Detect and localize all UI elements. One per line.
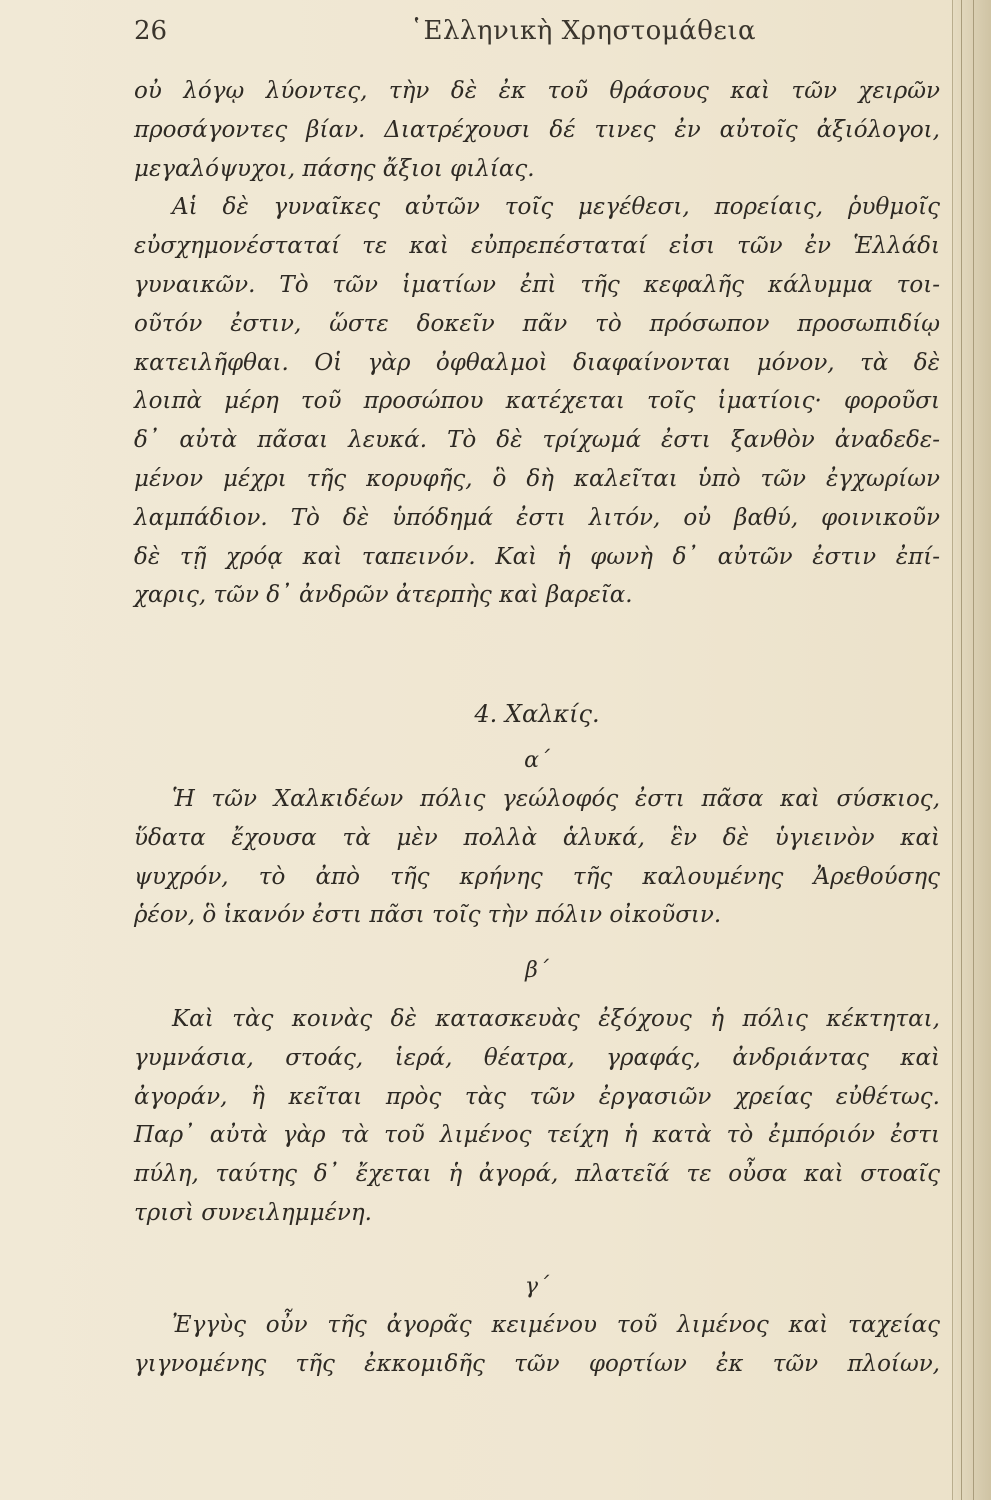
text-line: Καὶ τὰς κοινὰς δὲ κατασκευὰς ἐξόχους ἡ πόλις κέκτηται, bbox=[172, 1006, 940, 1032]
book-binding-edge bbox=[952, 0, 991, 1500]
text-line: Παρ᾽ αὐτὰ γὰρ τὰ τοῦ λιμένος τείχη ἡ κατὰ τὸ ἐμπόριόν ἐστι bbox=[134, 1122, 940, 1149]
part-gamma-text bbox=[134, 1306, 940, 1384]
part-beta-text bbox=[134, 1000, 940, 1233]
text-line: εὐσχημονέσταταί τε καὶ εὐπρεπέσταταί εἰσι τῶν ἐν Ἑλλάδι bbox=[134, 233, 940, 260]
text-line: ψυχρόν, τὸ ἀπὸ τῆς κρήνης τῆς καλουμένης Ἀρεθούσης bbox=[134, 863, 940, 890]
part-label-gamma: γ´ bbox=[524, 1274, 550, 1299]
text-line: κατειλῆφθαι. Οἱ γὰρ ὀφθαλμοὶ διαφαίνονται μόνον, τὰ δὲ bbox=[134, 349, 940, 376]
text-line: λαμπάδιον. Τὸ δὲ ὑπόδημά ἐστι λιτόν, οὐ βαθύ, φοινικοῦν bbox=[134, 504, 940, 531]
text-line: δ᾽ αὐτὰ πᾶσαι λευκά. Τὸ δὲ τρίχωμά ἐστι ξανθὸν ἀναδεδε- bbox=[134, 427, 940, 454]
text-line: ὕδατα ἔχουσα τὰ μὲν πολλὰ ἁλυκά, ἓν δὲ ὑγιεινὸν καὶ bbox=[134, 824, 940, 851]
section-title: 4. Χαλκίς. bbox=[474, 700, 600, 728]
text-line: οῦτόν ἐστιν, ὥστε δοκεῖν πᾶν τὸ πρόσωπον προσωπιδίῳ bbox=[134, 310, 940, 337]
part-label-beta: β´ bbox=[525, 958, 549, 983]
text-line: λοιπὰ μέρη τοῦ προσώπου κατέχεται τοῖς ἱματίοις· φοροῦσι bbox=[134, 388, 940, 415]
page-header bbox=[0, 16, 930, 56]
text-line: Αἱ δὲ γυναῖκες αὐτῶν τοῖς μεγέθεσι, πορείαις, ῥυθμοῖς bbox=[172, 194, 940, 221]
part-label-alpha: α´ bbox=[524, 748, 550, 773]
running-title: ῾Ελληνικὴ Χρηστομάθεια bbox=[410, 16, 757, 46]
text-line: μεγαλόψυχοι, πάσης ἄξιοι φιλίας. bbox=[134, 155, 535, 182]
part-alpha-text bbox=[134, 780, 940, 935]
text-line: Ἐγγὺς οὖν τῆς ἀγορᾶς κειμένου τοῦ λιμένος καὶ ταχείας bbox=[172, 1312, 940, 1338]
text-line: πύλη, ταύτης δ᾽ ἔχεται ἡ ἀγορά, πλατεῖά τε οὖσα καὶ στοαῖς bbox=[134, 1161, 940, 1188]
text-line: μένον μέχρι τῆς κορυφῆς, ὃ δὴ καλεῖται ὑπὸ τῶν ἐγχωρίων bbox=[134, 465, 940, 492]
text-line: γυναικῶν. Τὸ τῶν ἱματίων ἐπὶ τῆς κεφαλῆς κάλυμμα τοι- bbox=[134, 271, 940, 298]
text-line: γυμνάσια, στοάς, ἱερά, θέατρα, γραφάς, ἀνδριάντας καὶ bbox=[134, 1044, 940, 1071]
intro-paragraphs bbox=[134, 72, 940, 615]
page-number: 26 bbox=[134, 16, 168, 46]
text-line: χαρις, τῶν δ᾽ ἀνδρῶν ἀτερπὴς καὶ βαρεῖα. bbox=[134, 582, 633, 609]
text-line: οὐ λόγῳ λύοντες, τὴν δὲ ἐκ τοῦ θράσους καὶ τῶν χειρῶν bbox=[134, 78, 940, 104]
text-line: Ἡ τῶν Χαλκιδέων πόλις γεώλοφός ἐστι πᾶσα καὶ σύσκιος, bbox=[172, 786, 940, 812]
text-line: τρισὶ συνειλημμένη. bbox=[134, 1199, 372, 1226]
text-line: γιγνομένης τῆς ἐκκομιδῆς τῶν φορτίων ἐκ τῶν πλοίων, bbox=[134, 1350, 940, 1377]
text-line: δὲ τῇ χρόᾳ καὶ ταπεινόν. Καὶ ἡ φωνὴ δ᾽ αὐτῶν ἐστιν ἐπί- bbox=[134, 543, 940, 570]
text-line: ἀγοράν, ἣ κεῖται πρὸς τὰς τῶν ἐργασιῶν χρείας εὐθέτως. bbox=[134, 1083, 940, 1110]
text-line: προσάγοντες βίαν. Διατρέχουσι δέ τινες ἐν αὐτοῖς ἀξιόλογοι, bbox=[134, 116, 940, 143]
text-line: ῥέον, ὃ ἱκανόν ἐστι πᾶσι τοῖς τὴν πόλιν οἰκοῦσιν. bbox=[134, 902, 722, 929]
